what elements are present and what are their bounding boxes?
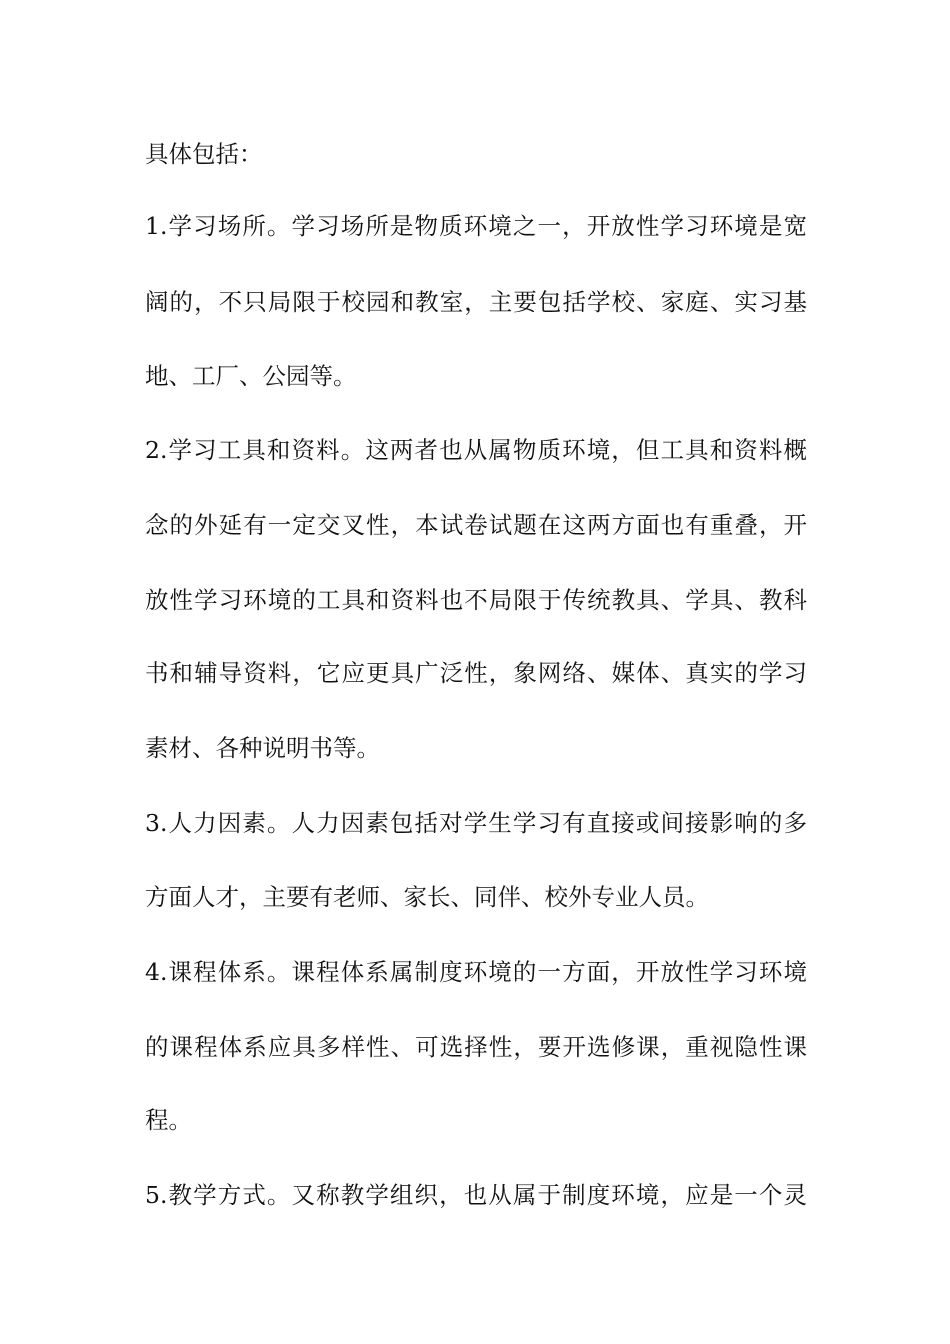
item-4-line-1: 4.课程体系。课程体系属制度环境的一方面，开放性学习环境 — [145, 958, 807, 986]
item-2-line-3: 放性学习环境的工具和资料也不局限于传统教具、学具、教科 — [145, 586, 807, 614]
item-2-line-5: 素材、各种说明书等。 — [145, 734, 380, 762]
item-4-line-2: 的课程体系应具多样性、可选择性，要开选修课，重视隐性课 — [145, 1033, 807, 1061]
item-5-line-1: 5.教学方式。又称教学组织，也从属于制度环境，应是一个灵 — [145, 1181, 807, 1209]
item-2-line-4: 书和辅导资料，它应更具广泛性，象网络、媒体、真实的学习 — [145, 659, 807, 687]
item-3-line-1: 3.人力因素。人力因素包括对学生学习有直接或间接影响的多 — [145, 809, 807, 837]
item-4-line-3: 程。 — [145, 1106, 192, 1134]
item-1-line-2: 阔的，不只局限于校园和教室，主要包括学校、家庭、实习基 — [145, 288, 807, 316]
intro-line: 具体包括： — [145, 140, 263, 168]
item-2-line-1: 2.学习工具和资料。这两者也从属物质环境，但工具和资料概 — [145, 436, 807, 464]
item-1-line-3: 地、工厂、公园等。 — [145, 362, 357, 390]
item-1-line-1: 1.学习场所。学习场所是物质环境之一，开放性学习环境是宽 — [145, 212, 807, 240]
item-2-line-2: 念的外延有一定交叉性，本试卷试题在这两方面也有重叠，开 — [145, 511, 807, 539]
item-3-line-2: 方面人才，主要有老师、家长、同伴、校外专业人员。 — [145, 883, 709, 911]
